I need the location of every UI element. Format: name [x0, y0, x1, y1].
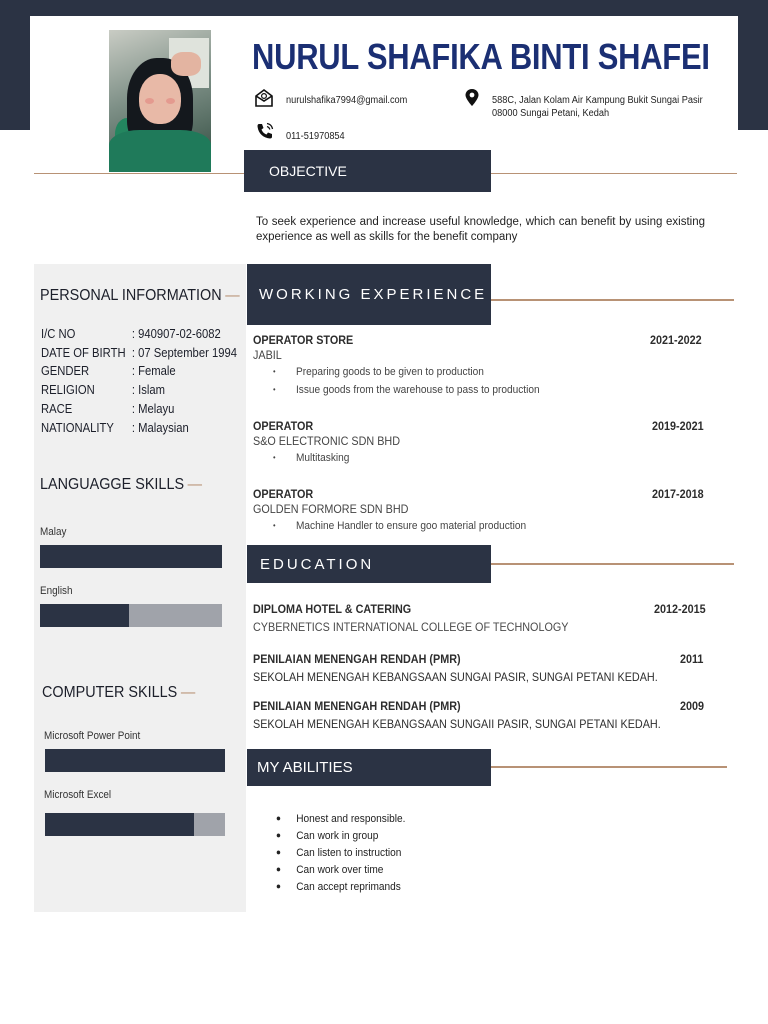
objective-text: To seek experience and increase useful knowledge, which can benefit by using existing experience as well as skills for the benefit company	[256, 216, 705, 243]
personal-info-label: NATIONALITY	[41, 420, 114, 435]
language-bar	[40, 604, 222, 627]
email-text: nurulshafika7994@gmail.com	[286, 95, 408, 106]
education-year: 2009	[680, 699, 705, 713]
section-accent-line	[491, 563, 734, 565]
bullet-dot: •	[273, 453, 276, 462]
education-school: CYBERNETICS INTERNATIONAL COLLEGE OF TECHNOLOGY	[253, 620, 569, 634]
computer-skill-label: Microsoft Power Point	[44, 730, 141, 742]
objective-heading	[244, 150, 491, 192]
personal-info-heading	[40, 287, 240, 305]
job-company: JABIL	[253, 348, 282, 362]
ability-text: Honest and responsible.	[296, 813, 406, 825]
ability-text: Can work in group	[296, 830, 379, 842]
bullet-dot: ●	[276, 813, 282, 823]
my-abilities-heading-text: MY ABILITIES	[257, 759, 353, 776]
computer-skill-label: Microsoft Excel	[44, 789, 112, 801]
job-title: OPERATOR	[253, 419, 314, 433]
frame-right-band	[738, 0, 768, 130]
personal-info-row	[41, 346, 237, 360]
education-title: PENILAIAN MENENGAH RENDAH (PMR)	[253, 652, 461, 666]
personal-info-row	[41, 402, 174, 416]
personal-info-label: GENDER	[41, 364, 90, 379]
personal-info-row	[41, 421, 189, 435]
personal-info-row	[41, 364, 176, 378]
my-abilities-heading	[247, 749, 491, 786]
job-company: S&O ELECTRONIC SDN BHD	[253, 434, 401, 448]
education-year: 2012-2015	[654, 602, 706, 616]
education-school: SEKOLAH MENENGAH KEBANGSAAN SUNGAII PASIR, SUNGAI PETANI KEDAH.	[253, 717, 661, 731]
heading-dash: —	[180, 684, 196, 701]
computer-skill-bar-fill	[45, 813, 194, 836]
job-bullet-text: Preparing goods to be given to production	[296, 366, 484, 378]
language-skills-heading-text: LANGUAGGE SKILLS	[40, 476, 185, 493]
bullet-dot: ●	[276, 881, 282, 891]
profile-photo	[109, 30, 211, 172]
ability-item	[276, 847, 401, 859]
envelope-icon	[254, 88, 274, 108]
ability-text: Can accept reprimands	[296, 881, 401, 893]
working-experience-heading-text: WORKING EXPERIENCE	[259, 286, 488, 303]
job-bullet	[273, 452, 349, 464]
section-accent-line	[491, 299, 734, 301]
ability-item	[276, 830, 378, 842]
language-label: English	[40, 585, 73, 597]
personal-info-value: : 940907-02-6082	[131, 327, 221, 341]
personal-info-row	[41, 383, 165, 397]
section-accent-line	[491, 766, 727, 768]
personal-info-label: I/C NO	[41, 327, 76, 341]
job-bullet	[273, 366, 484, 378]
bullet-dot: ●	[276, 847, 282, 857]
address-line-1: 588C, Jalan Kolam Air Kampung Bukit Sungai Pasir	[492, 95, 703, 106]
personal-info-label: DATE OF BIRTH	[41, 345, 126, 360]
job-bullet-text: Multitasking	[296, 452, 350, 464]
language-bar-fill	[40, 604, 129, 627]
language-label: Malay	[40, 526, 67, 538]
job-years: 2021-2022	[650, 333, 702, 347]
computer-skills-heading	[42, 684, 195, 702]
personal-info-value: : Islam	[131, 383, 166, 398]
working-experience-heading	[247, 264, 491, 325]
computer-skill-bar	[45, 813, 225, 836]
address-line-2: 08000 Sungai Petani, Kedah	[492, 108, 610, 119]
personal-info-heading-text: PERSONAL INFORMATION	[40, 287, 222, 304]
personal-info-value: : Melayu	[131, 401, 175, 416]
job-title: OPERATOR	[253, 487, 314, 501]
education-year: 2011	[680, 652, 704, 666]
computer-skill-bar	[45, 749, 225, 772]
job-company: GOLDEN FORMORE SDN BHD	[253, 502, 409, 516]
personal-info-label: RELIGION	[41, 383, 95, 398]
education-heading	[247, 545, 491, 583]
map-pin-icon	[464, 88, 480, 108]
heading-dash: —	[225, 287, 240, 304]
top-band	[0, 0, 768, 16]
bullet-dot: •	[273, 385, 276, 394]
education-title: DIPLOMA HOTEL & CATERING	[253, 602, 412, 616]
bullet-dot: •	[273, 521, 276, 530]
bullet-dot: ●	[276, 864, 282, 874]
personal-info-value: : Female	[131, 364, 176, 379]
computer-skill-bar-fill	[45, 749, 225, 772]
heading-dash: —	[187, 476, 203, 493]
ability-text: Can work over time	[296, 864, 384, 876]
ability-item	[276, 881, 401, 893]
candidate-name: NURUL SHAFIKA BINTI SHAFEI	[252, 36, 710, 77]
job-years: 2017-2018	[652, 487, 704, 501]
job-bullet-text: Machine Handler to ensure goo material production	[296, 520, 527, 532]
bullet-dot: ●	[276, 830, 282, 840]
divider-right	[491, 173, 737, 174]
job-bullet	[273, 384, 540, 396]
job-years: 2019-2021	[652, 419, 704, 433]
bullet-dot: •	[273, 367, 276, 376]
objective-heading-text: OBJECTIVE	[269, 163, 347, 179]
language-bar	[40, 545, 222, 568]
education-title: PENILAIAN MENENGAH RENDAH (PMR)	[253, 699, 461, 713]
job-bullet	[273, 520, 526, 532]
divider-left	[34, 173, 244, 174]
phone-text: 011-51970854	[286, 131, 345, 142]
personal-info-label: RACE	[41, 401, 73, 416]
personal-info-value: : Malaysian	[131, 420, 189, 435]
job-title: OPERATOR STORE	[253, 333, 354, 347]
personal-info-value: : 07 September 1994	[131, 345, 237, 360]
ability-item	[276, 813, 405, 825]
ability-item	[276, 864, 383, 876]
education-school: SEKOLAH MENENGAH KEBANGSAAN SUNGAI PASIR, SUNGAI PETANI KEDAH.	[253, 670, 658, 684]
phone-icon	[255, 121, 275, 141]
language-bar-fill	[40, 545, 222, 568]
frame-left-band	[0, 0, 30, 130]
language-skills-heading	[40, 476, 202, 494]
ability-text: Can listen to instruction	[296, 847, 402, 859]
computer-skills-heading-text: COMPUTER SKILLS	[42, 684, 178, 701]
education-heading-text: EDUCATION	[260, 555, 375, 573]
personal-info-row	[41, 327, 221, 341]
job-bullet-text: Issue goods from the warehouse to pass to production	[296, 384, 540, 396]
